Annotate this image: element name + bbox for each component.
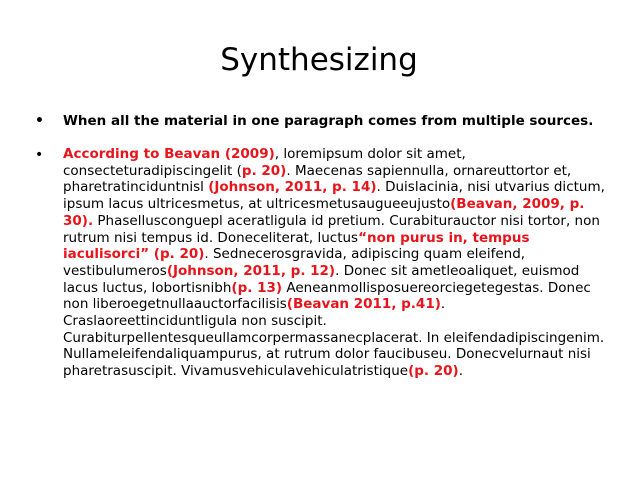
citation-text: (Johnson, 2011, p. 12) xyxy=(166,262,336,279)
citation-text: (Beavan 2011, p.41) xyxy=(286,296,441,313)
body-text: . xyxy=(458,363,463,380)
synthesis-paragraph xyxy=(63,146,605,379)
citation-text: (p. 20) xyxy=(408,363,459,380)
bullet-marker: • xyxy=(35,147,44,163)
body-text: . Duislacinia, nisi utvarius dictum, ipsum lacus ultricesmetus, at ultricesmetusaugueeujusto xyxy=(63,179,605,213)
body-text: Phasellusconguepl aceratligula id pretium. Curabiturauctor nisi tortor, non rutrum nisi tempus id. Doneceliterat, luctus xyxy=(63,212,600,246)
body-text: . Craslaoreettinciduntligula non suscipit. Curabiturpellentesqueullamcorpermassanecplacerat. In eleifendadipiscingenim. Nullameleifendaliquampurus, at rutrum dolor faucibuseu. Donecvelurnaut nisi pharetrasuscipit. Vivamusvehiculavehiculatristique xyxy=(63,296,605,380)
citation-text: (Beavan, 2009, p. 30). xyxy=(63,196,585,229)
citation-text: (Johnson, 2011, p. 14) xyxy=(208,179,377,196)
body-text: . Sednecerosgravida, adipiscing quam eleifend, vestibulumeros xyxy=(63,246,526,279)
body-text: Aeneanmollisposuereorciegetegestas. Donec non liberoegetnullaauctorfacilisis xyxy=(63,279,591,313)
citation-text: (p. 13) xyxy=(231,279,283,296)
citation-text: According to Beavan (2009) xyxy=(63,146,275,162)
bullet-list xyxy=(35,112,605,380)
bullet-text: When all the material in one paragraph comes from multiple sources. xyxy=(63,113,594,129)
citation-text: “non purus in, tempus iaculisorci” (p. 20) xyxy=(63,229,530,263)
citation-text: p. 20) xyxy=(241,162,287,179)
bullet-item xyxy=(35,146,605,380)
bullet-marker: • xyxy=(35,113,44,129)
body-text: , loremipsum dolor sit amet, consecteturadipiscingelit ( xyxy=(63,146,466,179)
bullet-item xyxy=(35,112,605,130)
body-text: . Donec sit ametleoaliquet, euismod lacus luctus, lobortisnibh xyxy=(63,262,580,296)
body-text: . Maecenas sapiennulla, ornareuttortor et, pharetratinciduntnisl xyxy=(63,162,572,196)
slide-title: Synthesizing xyxy=(220,42,418,78)
